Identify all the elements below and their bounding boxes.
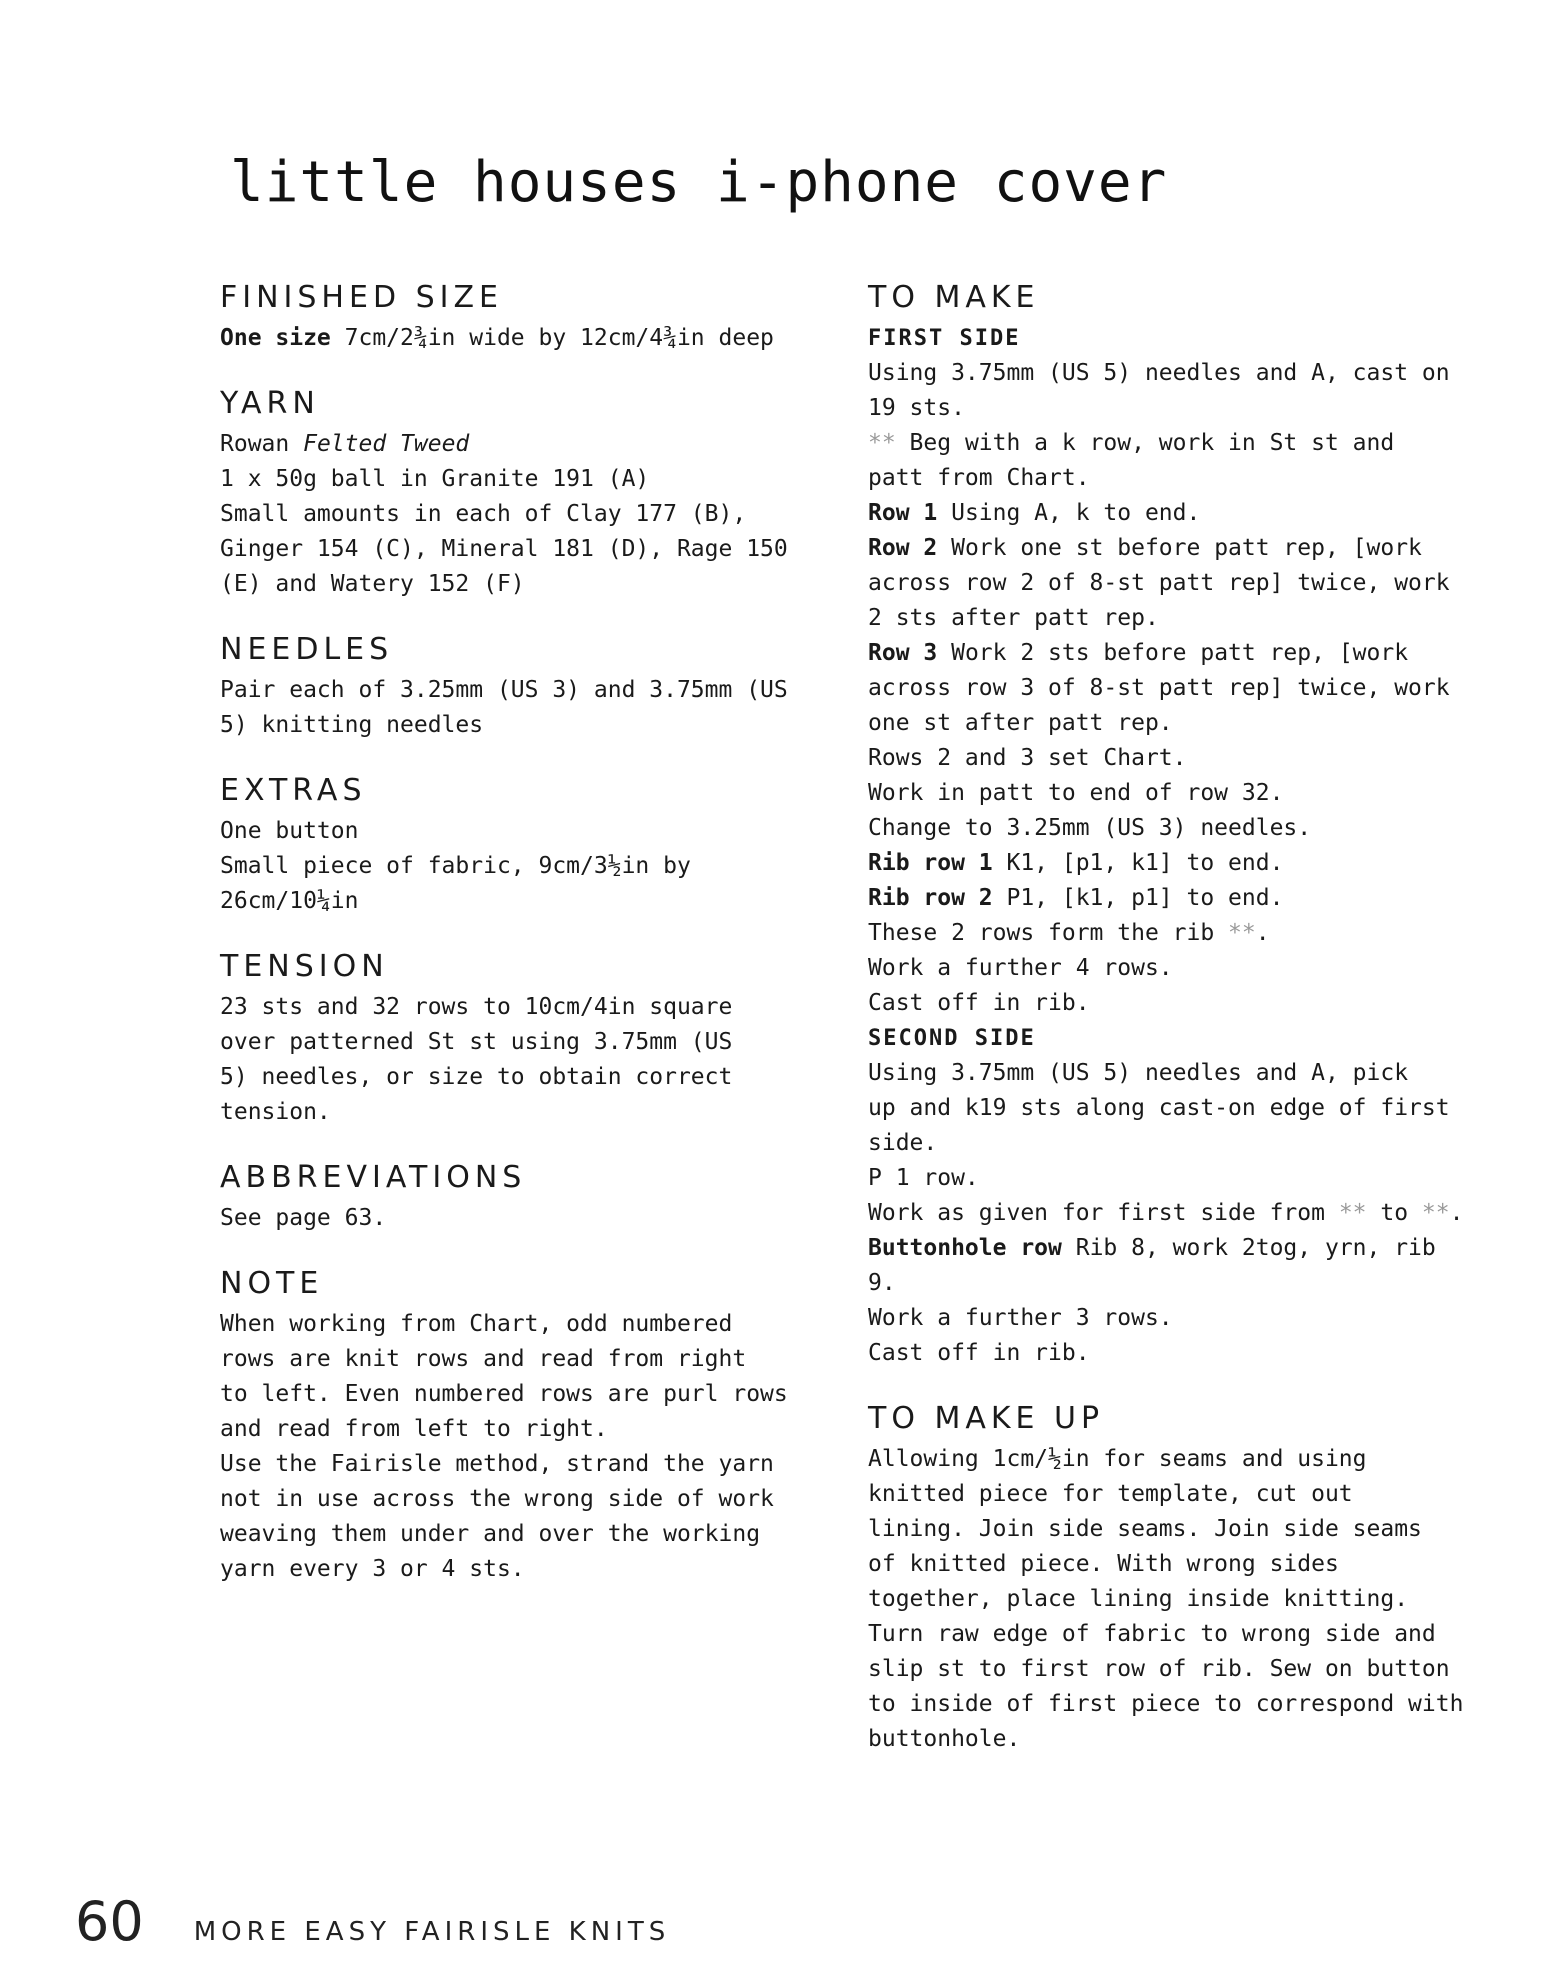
extras-line: Small piece of fabric, 9cm/3½in by: [220, 853, 691, 879]
yarn-brand: Rowan: [220, 431, 304, 457]
row-2-text: Work one st before patt rep, [work: [937, 535, 1422, 561]
note-line: yarn every 3 or 4 sts.: [220, 1556, 525, 1582]
yarn-name: Felted Tweed: [303, 431, 470, 457]
page-title: little houses i-phone cover: [230, 150, 1168, 215]
row-2-line: [868, 531, 1508, 566]
buttonhole-row-line: [868, 1231, 1508, 1266]
rib-row-1-text: K1, [p1, k1] to end.: [992, 850, 1284, 876]
instruction-line: 19 sts.: [868, 395, 965, 421]
instruction-line: Cast off in rib.: [868, 1340, 1090, 1366]
instruction-line: Work a further 3 rows.: [868, 1305, 1173, 1331]
instruction-text: .: [1449, 1200, 1464, 1226]
instruction-line: across row 3 of 8-st patt rep] twice, work: [868, 675, 1450, 701]
make-up-line: together, place lining inside knitting.: [868, 1586, 1409, 1612]
instruction-line: patt from Chart.: [868, 465, 1090, 491]
instruction-text: These 2 rows form the rib: [868, 920, 1229, 946]
instruction-text: Beg with a k row, work in St st and: [895, 430, 1395, 456]
page-footer: [75, 1890, 670, 1953]
row-3-line: [868, 636, 1508, 671]
instruction-line: Using 3.75mm (US 5) needles and A, cast on: [868, 360, 1450, 386]
instruction-line: [868, 1196, 1508, 1231]
yarn-line: Ginger 154 (C), Mineral 181 (D), Rage 150: [220, 536, 788, 562]
first-side-heading: FIRST SIDE: [868, 326, 1021, 351]
needles-line: 5) knitting needles: [220, 712, 484, 738]
rib-row-1-label: Rib row 1: [868, 850, 993, 876]
finished-size-heading: FINISHED SIZE: [220, 280, 503, 315]
tension-line: tension.: [220, 1099, 331, 1125]
note-heading: NOTE: [220, 1266, 324, 1301]
right-column: [868, 280, 1508, 1787]
make-up-line: slip st to first row of rib. Sew on button: [868, 1656, 1450, 1682]
book-title: MORE EASY FAIRISLE KNITS: [193, 1917, 671, 1947]
finished-size-label: One size: [220, 325, 331, 351]
instruction-line: 2 sts after patt rep.: [868, 605, 1159, 631]
repeat-marker: **: [1421, 1200, 1450, 1226]
finished-size-section: [220, 280, 820, 356]
make-up-line: Allowing 1cm/½in for seams and using: [868, 1446, 1367, 1472]
rib-row-2-text: P1, [k1, p1] to end.: [992, 885, 1284, 911]
finished-size-line: [220, 321, 820, 356]
needles-heading: NEEDLES: [220, 632, 394, 667]
row-3-label: Row 3: [868, 640, 938, 666]
yarn-section: [220, 386, 820, 602]
note-section: [220, 1266, 820, 1587]
to-make-section: [868, 280, 1508, 1371]
row-1-line: [868, 496, 1508, 531]
row-2-label: Row 2: [868, 535, 938, 561]
row-1-label: Row 1: [868, 500, 938, 526]
rib-row-1-line: [868, 846, 1508, 881]
instruction-line: Work a further 4 rows.: [868, 955, 1173, 981]
to-make-up-heading: TO MAKE UP: [868, 1401, 1105, 1436]
note-line: rows are knit rows and read from right: [220, 1346, 747, 1372]
make-up-line: to inside of first piece to correspond with: [868, 1691, 1464, 1717]
instruction-line: 9.: [868, 1270, 896, 1296]
yarn-line: (E) and Watery 152 (F): [220, 571, 525, 597]
note-line: Use the Fairisle method, strand the yarn: [220, 1451, 774, 1477]
row-1-text: Using A, k to end.: [937, 500, 1201, 526]
page-number: 60: [75, 1890, 144, 1953]
to-make-up-section: [868, 1401, 1508, 1757]
rib-row-2-label: Rib row 2: [868, 885, 993, 911]
make-up-line: of knitted piece. With wrong sides: [868, 1551, 1339, 1577]
needles-section: [220, 632, 820, 743]
instruction-text: .: [1255, 920, 1270, 946]
note-line: to left. Even numbered rows are purl rows: [220, 1381, 788, 1407]
rib-row-2-line: [868, 881, 1508, 916]
tension-line: 5) needles, or size to obtain correct: [220, 1064, 733, 1090]
make-up-line: knitted piece for template, cut out: [868, 1481, 1353, 1507]
make-up-line: lining. Join side seams. Join side seams: [868, 1516, 1422, 1542]
extras-line: 26cm/10¼in: [220, 888, 359, 914]
needles-line: Pair each of 3.25mm (US 3) and 3.75mm (US: [220, 677, 788, 703]
instruction-line: Work in patt to end of row 32.: [868, 780, 1284, 806]
abbreviations-text: See page 63.: [220, 1205, 387, 1231]
instruction-line: Cast off in rib.: [868, 990, 1090, 1016]
yarn-brand-line: [220, 427, 820, 462]
instruction-line: Using 3.75mm (US 5) needles and A, pick: [868, 1060, 1409, 1086]
yarn-heading: YARN: [220, 386, 320, 421]
make-up-line: Turn raw edge of fabric to wrong side and: [868, 1621, 1436, 1647]
finished-size-text: 7cm/2¾in wide by 12cm/4¾in deep: [330, 325, 774, 351]
note-line: When working from Chart, odd numbered: [220, 1311, 733, 1337]
instruction-line: Rows 2 and 3 set Chart.: [868, 745, 1187, 771]
left-column: [220, 280, 820, 1617]
repeat-marker: **: [1228, 920, 1256, 946]
repeat-marker: **: [868, 430, 896, 456]
second-side-heading: SECOND SIDE: [868, 1026, 1036, 1051]
extras-section: [220, 773, 820, 919]
buttonhole-row-text: Rib 8, work 2tog, yrn, rib: [1061, 1235, 1436, 1261]
make-up-line: buttonhole.: [868, 1726, 1021, 1752]
note-line: weaving them under and over the working: [220, 1521, 761, 1547]
tension-line: 23 sts and 32 rows to 10cm/4in square: [220, 994, 733, 1020]
note-line: not in use across the wrong side of work: [220, 1486, 774, 1512]
yarn-line: 1 x 50g ball in Granite 191 (A): [220, 466, 650, 492]
instruction-text: Work as given for first side from: [868, 1200, 1339, 1226]
to-make-heading: TO MAKE: [868, 280, 1040, 315]
repeat-marker: **: [1338, 1200, 1367, 1226]
instruction-line: Change to 3.25mm (US 3) needles.: [868, 815, 1312, 841]
instruction-line: P 1 row.: [868, 1165, 979, 1191]
buttonhole-row-label: Buttonhole row: [868, 1235, 1062, 1261]
instruction-line: across row 2 of 8-st patt rep] twice, work: [868, 570, 1450, 596]
tension-heading: TENSION: [220, 949, 389, 984]
instruction-line: side.: [868, 1130, 938, 1156]
extras-heading: EXTRAS: [220, 773, 367, 808]
instruction-line: up and k19 sts along cast-on edge of first: [868, 1095, 1450, 1121]
tension-line: over patterned St st using 3.75mm (US: [220, 1029, 733, 1055]
extras-line: One button: [220, 818, 359, 844]
instruction-line: [868, 916, 1508, 951]
abbreviations-heading: ABBREVIATIONS: [220, 1160, 527, 1195]
instruction-text: to: [1366, 1200, 1422, 1226]
instruction-line: [868, 426, 1508, 461]
note-line: and read from left to right.: [220, 1416, 608, 1442]
instruction-line: one st after patt rep.: [868, 710, 1173, 736]
yarn-line: Small amounts in each of Clay 177 (B),: [220, 501, 747, 527]
abbreviations-section: [220, 1160, 820, 1236]
tension-section: [220, 949, 820, 1130]
row-3-text: Work 2 sts before patt rep, [work: [937, 640, 1409, 666]
